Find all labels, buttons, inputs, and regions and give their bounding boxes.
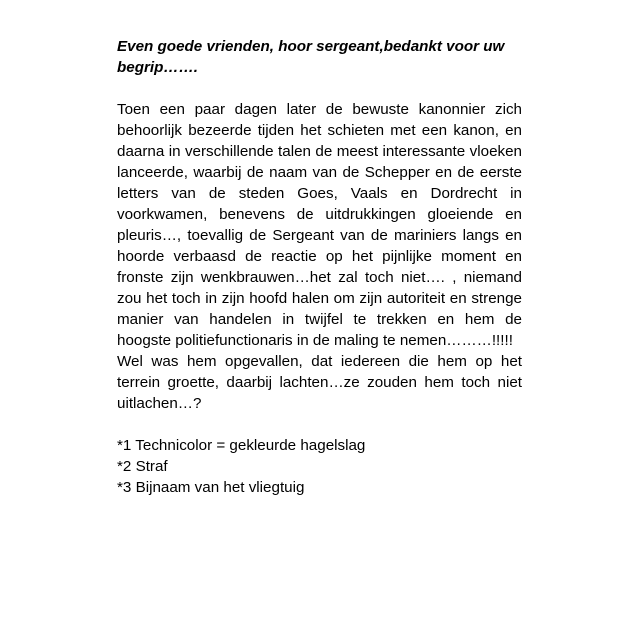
blank-line — [117, 414, 522, 435]
paragraph-2: Wel was hem opgevallen, dat iedereen die hem op het terrein groette, daarbij lachten…ze zouden hem toch niet uitlachen…? — [117, 353, 522, 412]
footnote-3: *3 Bijnaam van het vliegtuig — [117, 479, 305, 496]
blank-line — [117, 78, 522, 99]
footnote-2: *2 Straf — [117, 458, 168, 475]
footnote-1: *1 Technicolor = gekleurde hagelslag — [117, 437, 366, 454]
heading-line-1: Even goede vrienden, hoor sergeant,bedankt voor uw — [117, 38, 505, 55]
heading-line-2: begrip……. — [117, 59, 199, 76]
text-block — [117, 36, 522, 498]
footnotes — [117, 435, 522, 498]
paragraph-1: Toen een paar dagen later de bewuste kanonnier zich behoorlijk bezeerde tijden het schieten met een kanon, en daarna in verschillende talen de meest interessante vloeken lanceerde, waarbij de naam van de Schepper en de eerste letters van de steden Goes, Vaals en Dordrecht in voorkwamen, benevens de uitdrukkingen gloeiende en pleuris…, toevallig de Sergeant van de mariniers langs en hoorde verbaasd de reactie op het pijnlijke moment en fronste zijn wenkbrauwen…het zal toch niet…. , niemand zou het toch in zijn hoofd halen om zijn autoriteit en strenge manier van handelen in twijfel te trekken en hem de hoogste politiefunctionaris in de maling te nemen………!!!!! — [117, 101, 522, 349]
